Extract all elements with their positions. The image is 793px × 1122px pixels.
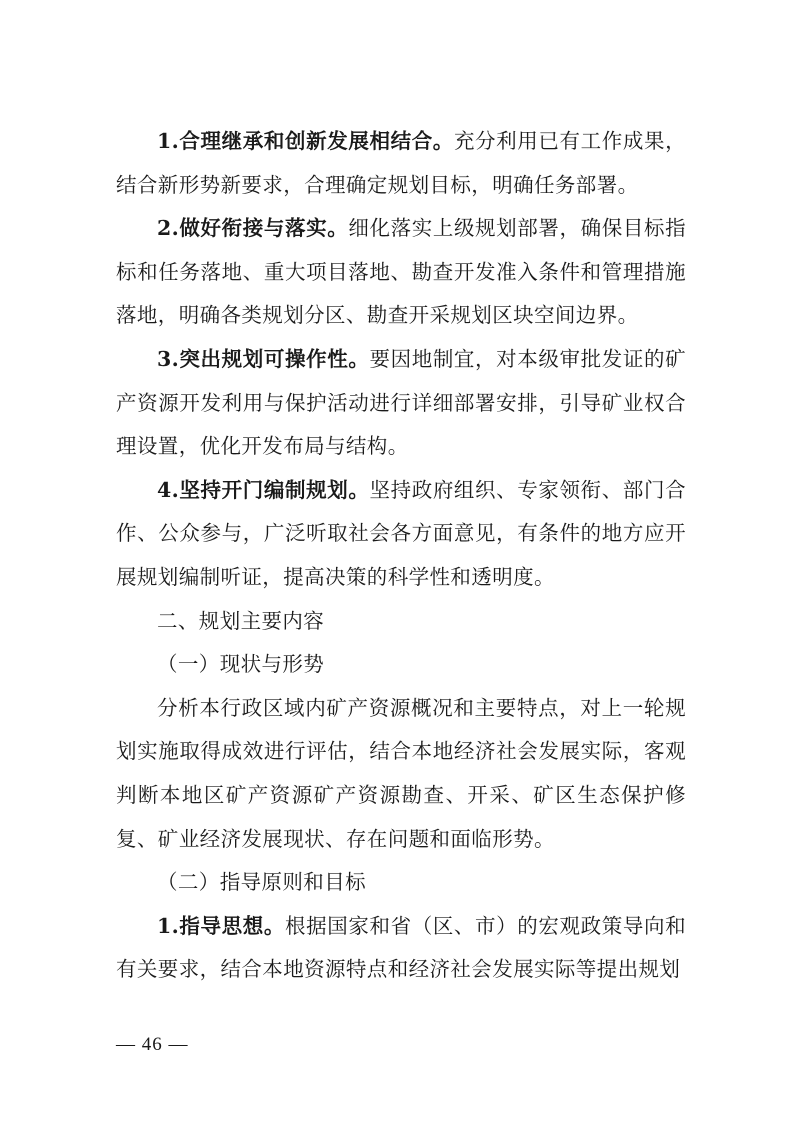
guiding-ideology-paragraph: [116, 905, 686, 992]
document-page: [116, 120, 686, 992]
paragraph-lead: 1.合理继承和创新发展相结合。: [157, 129, 454, 153]
principle-paragraph-4: [116, 469, 686, 600]
paragraph-text: 根据国家和省（区、市）的宏观政策导向和有关要求，结合本地资源特点和经济社会发展实际等提出规划: [116, 913, 686, 982]
subsection-heading-status: （一）现状与形势: [157, 652, 325, 677]
paragraph-text: 坚持政府组织、专家领衔、部门合作、公众参与，广泛听取社会各方面意见，有条件的地方应开展规划编制听证，提高决策的科学性和透明度。: [116, 477, 686, 589]
paragraph-lead: 3.突出规划可操作性。: [157, 346, 370, 371]
principle-paragraph-1: [116, 120, 686, 207]
paragraph-text: 细化落实上级规划部署，确保目标指标和任务落地、重大项目落地、勘查开发准入条件和管理措施落地，明确各类规划分区、勘查开采规划区块空间边界。: [116, 216, 687, 328]
paragraph-lead: 1.指导思想。: [157, 913, 285, 938]
principle-paragraph-2: [116, 207, 686, 338]
section-heading: 二、规划主要内容: [157, 608, 325, 633]
paragraph-lead: 4.坚持开门编制规划。: [157, 477, 370, 502]
page-number: — 46 —: [116, 1034, 189, 1055]
paragraph-text: 充分利用已有工作成果，结合新形势新要求，合理确定规划目标，明确任务部署。: [116, 129, 686, 197]
paragraph-text: 要因地制宜，对本级审批发证的矿产资源开发利用与保护活动进行详细部署安排，引导矿业权合理设置，优化开发布局与结构。: [116, 346, 686, 459]
paragraph-lead: 2.做好衔接与落实。: [157, 216, 349, 241]
subsection-heading-principles: （二）指导原则和目标: [157, 870, 366, 895]
principle-paragraph-3: [116, 338, 686, 469]
status-paragraph: 分析本行政区域内矿产资源概况和主要特点，对上一轮规划实施取得成效进行评估，结合本地经济社会发展实际，客观判断本地区矿产资源矿产资源勘查、开采、矿区生态保护修复、矿业经济发展现状、存在问题和面临形势。: [116, 695, 686, 851]
